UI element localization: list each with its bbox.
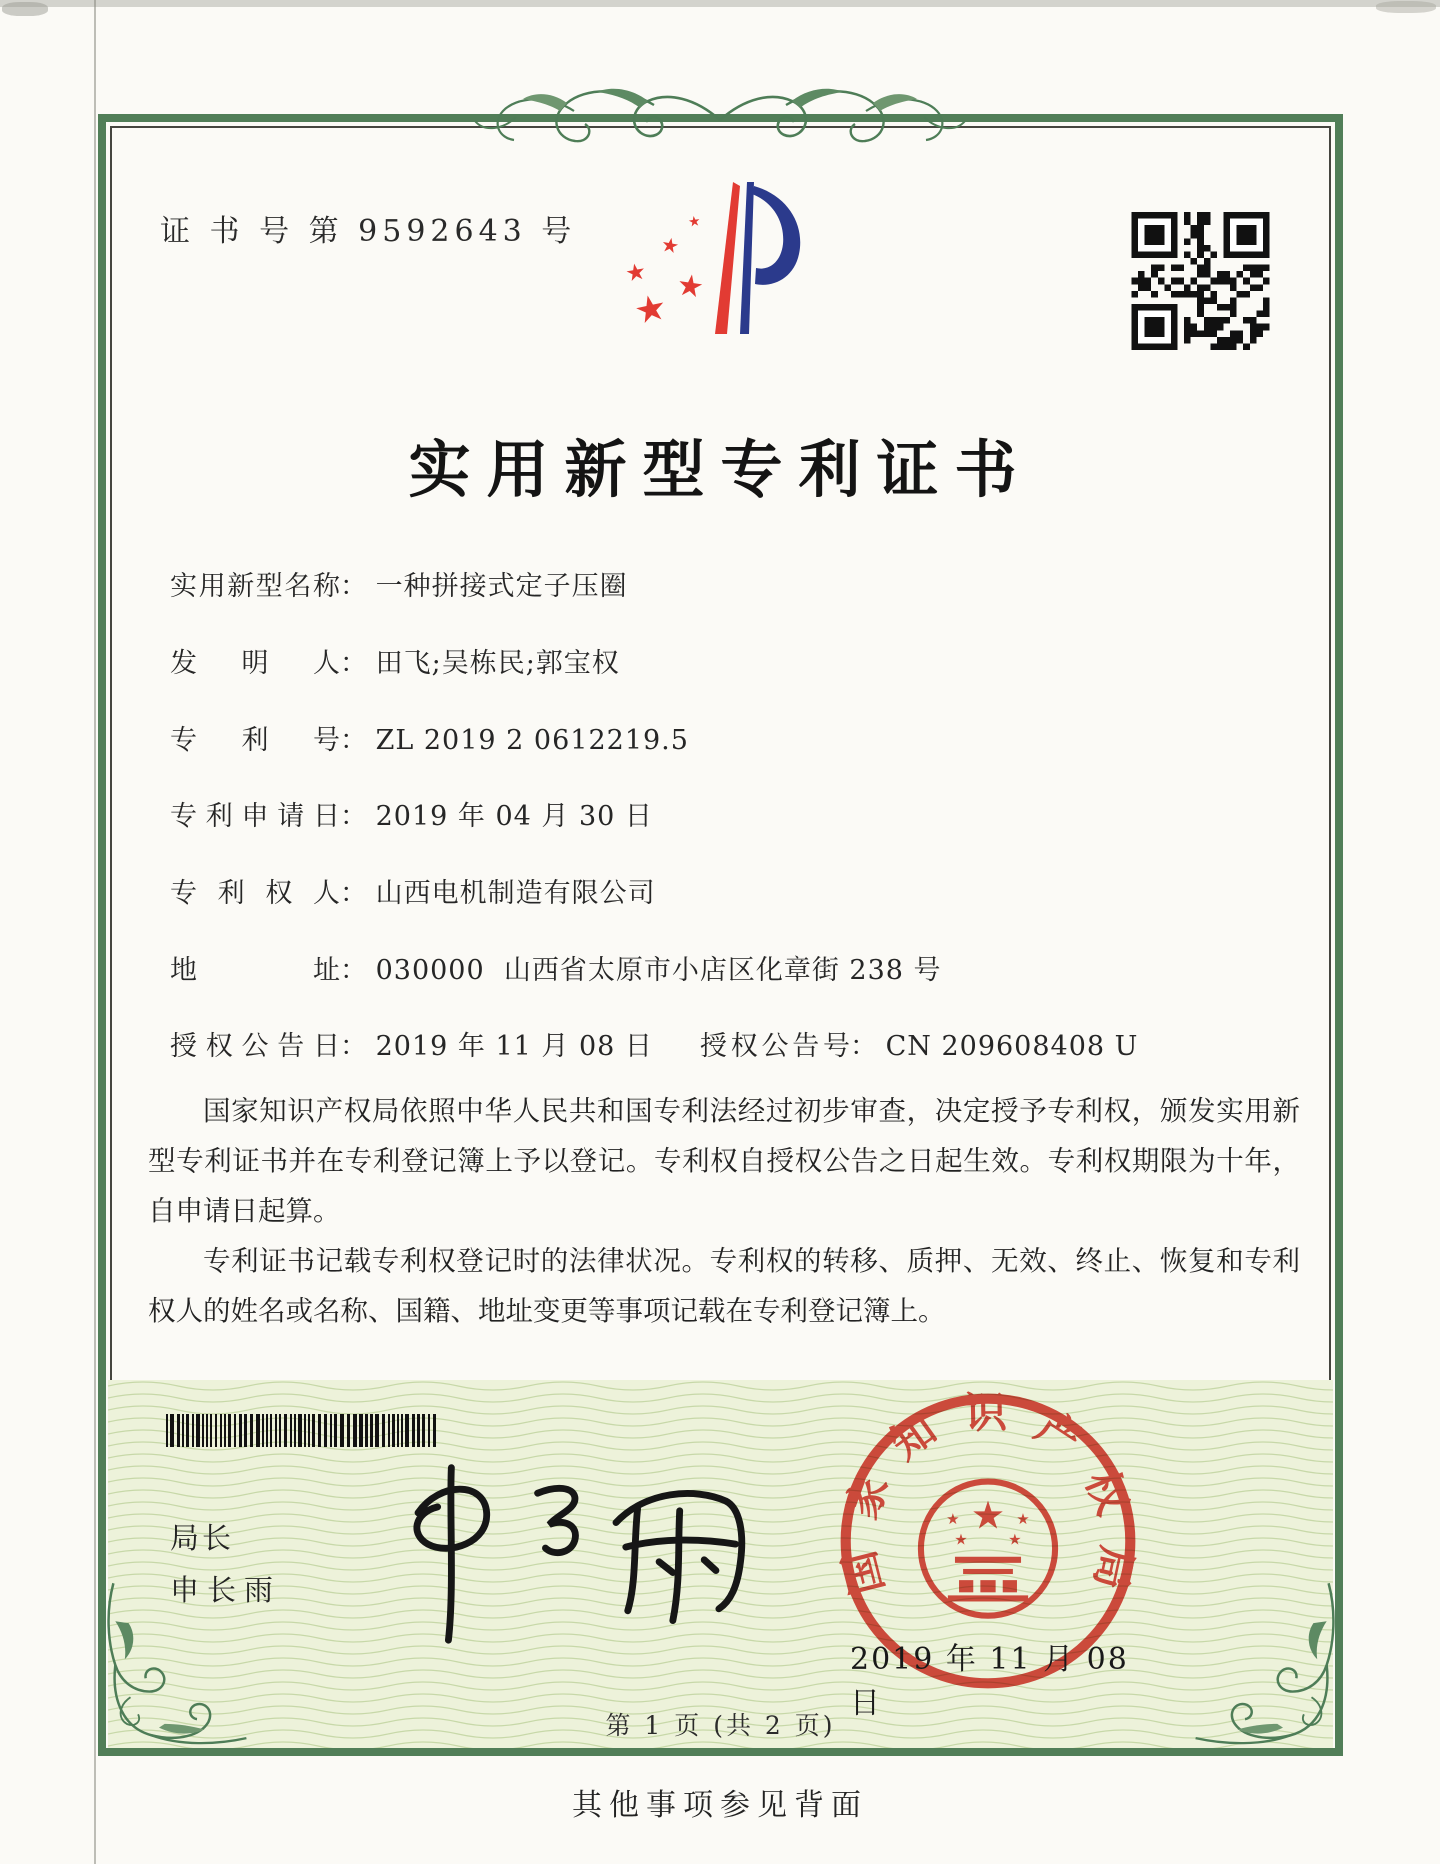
field-colon: ： [850,1031,877,1062]
field-value: 030000 山西省太原市小店区化章街 238 号 [375,955,942,986]
logo-star-icon: ★ [674,267,707,306]
scan-edge-top [0,0,1440,7]
logo-star-icon: ★ [630,286,671,334]
field-value: 2019 年 11 月 08 日 [375,1031,653,1062]
barcode [166,1414,436,1447]
field-colon: ： [340,955,367,986]
svg-text:★: ★ [1008,1530,1022,1549]
seal-arc-text: 国家知识产权局 [834,1387,1142,1600]
national-emblem-icon [921,1482,1055,1616]
field-colon: ： [340,801,367,832]
seal-date: 2019 年 11 月 08 日 [850,1642,1129,1721]
logo-star-icon: ★ [687,213,702,231]
director-signature [372,1452,762,1648]
field-value: 一种拼接式定子压圈 [375,571,628,602]
field-row-address [170,948,942,987]
field-label: 发明人 [170,648,340,679]
logo-blue-bowl [752,186,800,285]
field-label: 地址 [170,955,340,986]
scan-smudge-top-right [1376,1,1436,13]
field-value: 山西电机制造有限公司 [375,878,656,909]
top-center-flourish [470,80,970,156]
legal-paragraph-2: 专利证书记载专利权登记时的法律状况。专利权的转移、质押、无效、终止、恢复和专利权人的姓名或名称、国籍、地址变更等事项记载在专利登记簿上。 [148,1245,1300,1327]
field-value: CN 209608408 U [885,1031,1139,1062]
logo-star-icon: ★ [659,231,682,259]
field-row-filing-date [170,794,653,833]
field-value: 2019 年 04 月 30 日 [375,801,653,832]
field-value: ZL 2019 2 0612219.5 [375,725,689,756]
field-row-name [170,564,628,603]
back-side-note: 其他事项参见背面 [572,1788,868,1823]
field-colon: ： [340,571,367,602]
field-row-grant-number [700,1024,1138,1063]
scan-smudge-top-left [2,2,48,16]
logo-star-icon: ★ [623,258,649,288]
scan-edge-left [94,0,96,1864]
director-name-label: 申长雨 [170,1573,282,1607]
field-label: 实用新型名称 [170,571,340,602]
legal-paragraph-1: 国家知识产权局依照中华人民共和国专利法经过初步审查，决定授予专利权，颁发实用新型专利证书并在专利登记簿上予以登记。专利权自授权公告之日起生效。专利权期限为十年，自申请日起算。 [148,1095,1300,1227]
svg-text:★: ★ [954,1530,968,1549]
field-label: 专利号 [170,725,340,756]
svg-text:★: ★ [970,1493,1006,1539]
field-row-inventors [170,641,620,680]
field-label: 专利申请日 [170,801,340,832]
svg-text:★: ★ [946,1510,960,1529]
certificate-title: 实用新型专利证书 [408,433,1033,506]
field-row-patent-number [170,718,689,757]
field-value: 田飞;吴栋民;郭宝权 [375,648,620,679]
svg-text:★: ★ [1016,1510,1030,1529]
qr-code [1128,212,1273,350]
field-label: 授权公告号 [700,1031,850,1062]
director-title-label: 局长 [170,1521,235,1555]
field-row-grant-date [170,1024,653,1063]
legal-text-block [148,1086,1300,1336]
certificate-number: 证 书 号 第 9592643 号 [160,214,577,249]
field-colon: ： [340,648,367,679]
field-label: 专利权人 [170,878,340,909]
logo-blue-blade [740,182,754,334]
logo-red-blade [715,182,740,334]
field-colon: ： [340,725,367,756]
page-number: 第 1 页 (共 2 页) [605,1711,836,1740]
field-colon: ： [340,1031,367,1062]
field-colon: ： [340,878,367,909]
cnipa-patent-logo-icon [575,176,815,336]
field-label: 授权公告日 [170,1031,340,1062]
field-row-patentee [170,871,656,910]
